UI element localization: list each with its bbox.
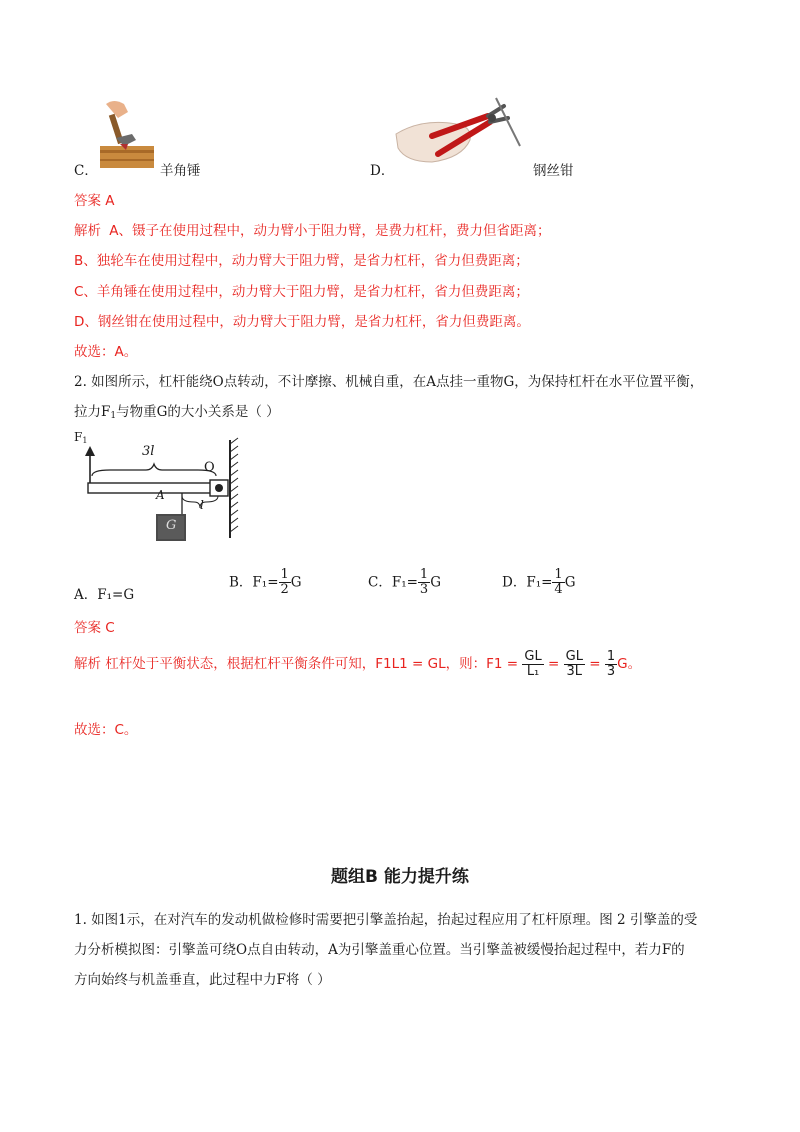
section-title: 题组B 能力提升练 xyxy=(331,867,469,887)
q1-choice: 故选：A。 xyxy=(74,344,138,360)
stem-text: 拉力F xyxy=(74,404,111,420)
q1-explanation-line4: D、钢丝钳在使用过程中，动力臂大于阻力臂，是省力杠杆，省力但费距离。 xyxy=(74,314,530,330)
fraction-gl-over-3l: $\frac{GL}{3L}$ xyxy=(565,648,583,679)
lever-figure xyxy=(70,428,250,546)
point-a-label: A xyxy=(156,488,165,502)
q2-stem-line1: 2. 如图所示，杠杆能绕O点转动，不计摩擦、机械自重，在A点挂一重物G，为保持杠杆在水平位置平衡， xyxy=(74,374,704,390)
option-c-letter: C． xyxy=(74,163,98,179)
q2-choice: 故选：C。 xyxy=(74,722,138,738)
pliers-image xyxy=(392,96,532,174)
lever-diagram xyxy=(70,428,250,546)
q2-option-c: C．F₁= $\frac{1}{3}$ G xyxy=(368,567,441,597)
b-q1-line3: 方向始终与机盖垂直，此过程中力F将（ ） xyxy=(74,972,331,988)
explanation-text: A、镊子在使用过程中，动力臂小于阻力臂，是费力杠杆，费力但省距离； xyxy=(109,223,551,239)
q1-explanation-line3: C、羊角锤在使用过程中，动力臂大于阻力臂，是省力杠杆，省力但费距离； xyxy=(74,284,529,300)
pivot-o-label: O xyxy=(204,460,215,475)
b-q1-line2: 力分析模拟图：引擎盖可绕O点自由转动，A为引擎盖重心位置。当引擎盖被缓慢抬起过程中，若力F的 xyxy=(74,942,685,958)
fraction-1-over-3: $\frac{1}{3}$ xyxy=(606,648,616,679)
q1-answer: 答案 A xyxy=(74,193,115,209)
q2-answer: 答案 C xyxy=(74,620,115,636)
stem-subscript: 1 xyxy=(110,411,117,421)
option-c-label: 羊角锤 xyxy=(160,163,201,179)
length-l-label: l xyxy=(200,498,204,512)
f1-label: $F_1$ xyxy=(74,430,88,445)
fraction-c: $\frac{1}{3}$ xyxy=(419,567,429,597)
stem-text-2: 与物重G的大小关系是（ ） xyxy=(116,404,280,420)
q1-explanation-line1 xyxy=(74,221,551,241)
option-d-label: 钢丝钳 xyxy=(533,163,574,179)
q2-option-b: B．F₁= $\frac{1}{2}$ G xyxy=(229,567,302,597)
length-3l-label: 3l xyxy=(142,444,155,459)
q2-option-d: D．F₁= $\frac{1}{4}$ G xyxy=(502,567,576,597)
q1-explanation-line2: B、独轮车在使用过程中，动力臂大于阻力臂，是省力杠杆，省力但费距离； xyxy=(74,253,529,269)
b-q1-line1: 1. 如图1示，在对汽车的发动机做检修时需要把引擎盖抬起，抬起过程应用了杠杆原理。图 2 引擎盖的受 xyxy=(74,912,698,928)
fraction-d: $\frac{1}{4}$ xyxy=(554,567,563,597)
weight-g-label: G xyxy=(166,518,177,533)
q2-option-a: A．F₁=G xyxy=(74,587,135,603)
explanation-prefix: 解析 xyxy=(74,223,101,239)
fraction-gl-over-l1: $\frac{GL}{\text{L₁}}$ xyxy=(524,648,542,679)
hammer-image xyxy=(98,98,156,170)
q2-stem-line2 xyxy=(74,402,280,426)
hammer-illustration xyxy=(98,98,156,170)
pliers-illustration xyxy=(392,96,532,174)
option-d-letter: D． xyxy=(370,163,395,179)
fraction-b: $\frac{1}{2}$ xyxy=(280,567,289,597)
q2-explanation: 解析 杠杆处于平衡状态，根据杠杆平衡条件可知，F1L1 = GL，则：F1 = $\frac{GL}{\text{L₁}}$ = $\frac{GL}{3L}$ = $\frac{1}{3}$ G。 xyxy=(74,648,642,679)
